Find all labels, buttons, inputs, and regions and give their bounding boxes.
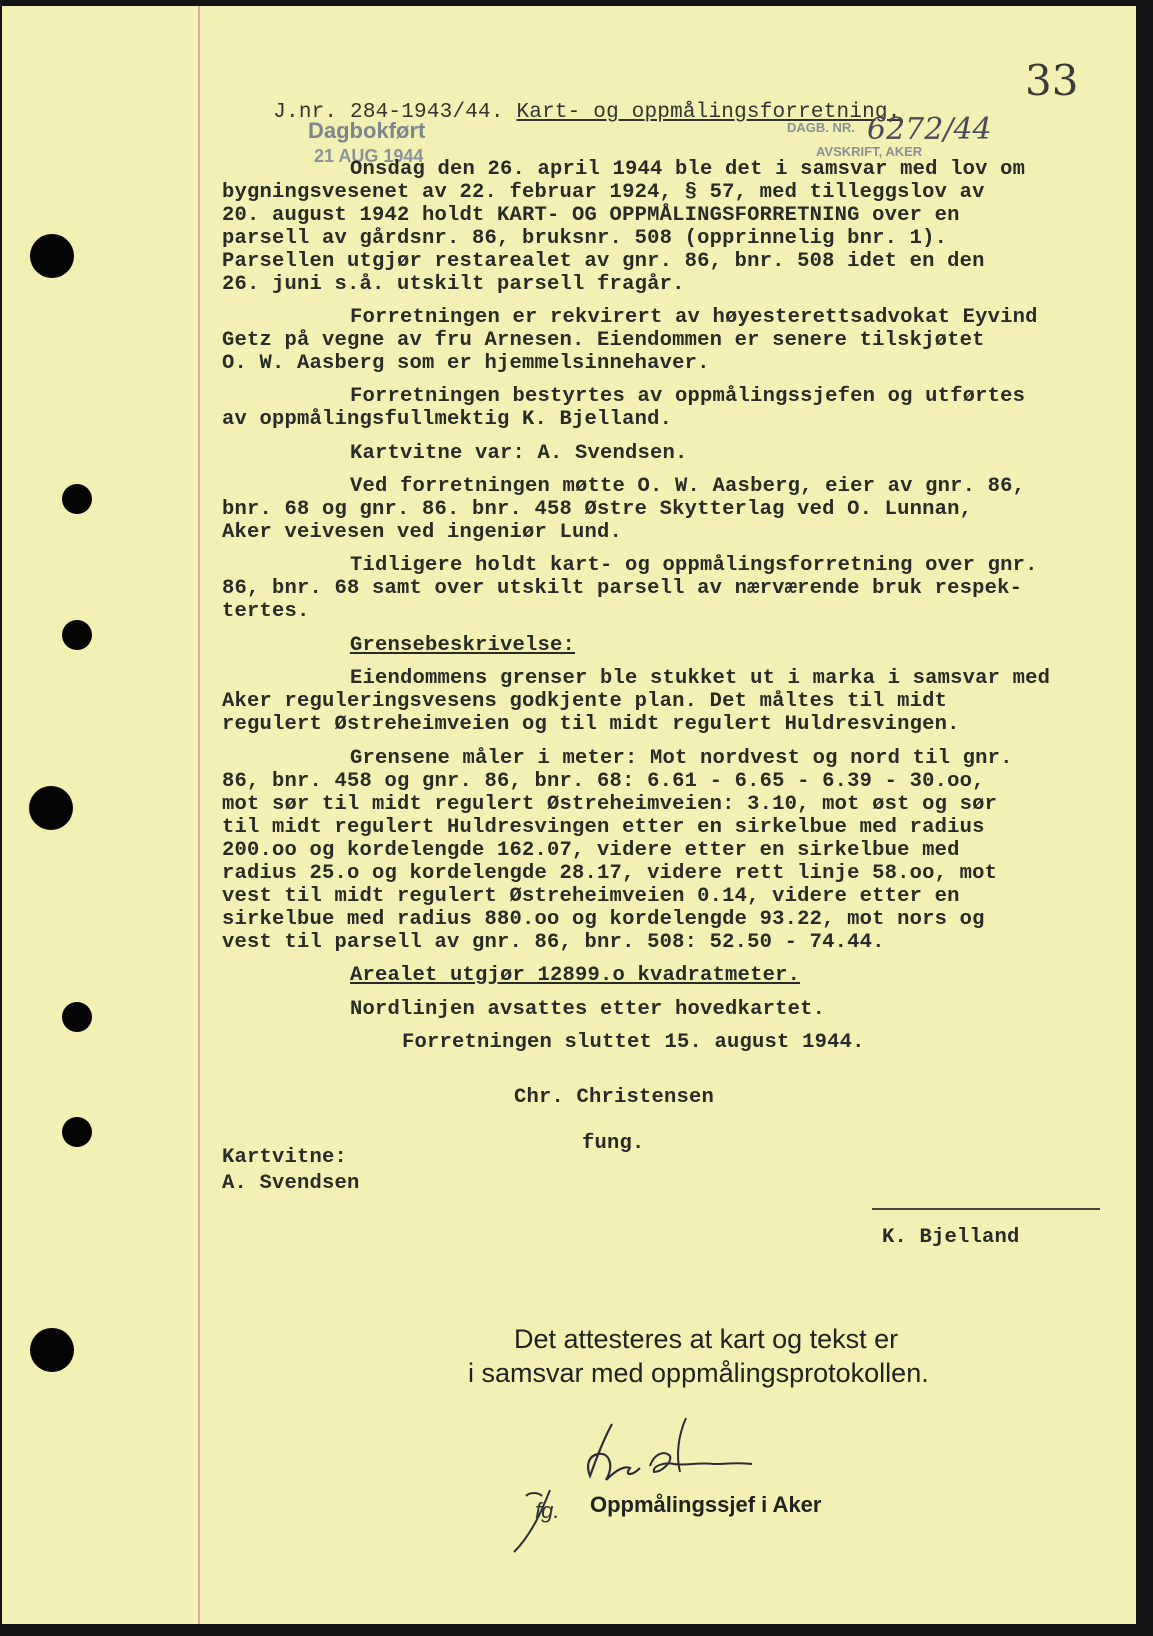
text-line: bnr. 68 og gnr. 86. bnr. 458 Østre Skytterlag ved O. Lunnan,: [222, 498, 973, 521]
attestation-line-1: Det attesteres at kart og tekst er: [514, 1324, 899, 1354]
text-line: vest til midt regulert Østreheimveien 0.14, videre etter en: [222, 885, 960, 908]
text-line: av oppmålingsfullmektig K. Bjelland.: [222, 408, 673, 431]
kartvitne-name: A. Svendsen: [222, 1172, 360, 1195]
dagbokfort-stamp: Dagbokført: [308, 118, 426, 143]
punch-hole: [29, 786, 73, 830]
text-line: bygningsvesenet av 22. februar 1924, § 57, med tilleggslov av: [222, 181, 985, 204]
section-heading: Grensebeskrivelse:: [350, 634, 576, 657]
punch-hole: [62, 1117, 92, 1147]
document-title: Kart- og oppmålingsforretning.: [516, 101, 901, 124]
dagb-number-handwritten: 6272/44: [867, 112, 992, 147]
kartvitne-label: Kartvitne:: [222, 1146, 348, 1169]
area-statement: Arealet utgjør 12899.o kvadratmeter.: [350, 964, 801, 987]
journal-number: J.nr. 284-1943/44.: [273, 101, 504, 124]
text-line: radius 25.o og kordelengde 28.17, videre rett linje 58.oo, mot: [222, 862, 998, 885]
dagb-label-stamp: DAGB. NR.: [787, 120, 855, 135]
text-line: til midt regulert Huldresvingen etter en sirkelbue med radius: [222, 816, 985, 839]
text-line: 26. juni s.å. utskilt parsell fragår.: [222, 273, 685, 296]
signature-chr: Chr. Christensen: [514, 1086, 715, 1109]
text-line: Forretningen er rekvirert av høyesterettsadvokat Eyvind: [350, 306, 1038, 329]
page-number: 33: [1025, 56, 1079, 105]
text-line: sirkelbue med radius 880.oo og kordelengde 93.22, mot nors og: [222, 908, 985, 931]
punch-hole: [30, 1328, 74, 1372]
text-line: Onsdag den 26. april 1944 ble det i samsvar med lov om: [350, 158, 1026, 181]
signature-bjelland: K. Bjelland: [882, 1226, 1020, 1249]
margin-line: [198, 6, 200, 1624]
text-line: Parsellen utgjør restarealet av gnr. 86, bnr. 508 idet en den: [222, 250, 985, 273]
signature-fung: fung.: [582, 1132, 645, 1155]
attestation-line-2: i samsvar med oppmålingsprotokollen.: [468, 1358, 929, 1388]
attestation-title: Oppmålingssjef i Aker: [590, 1492, 822, 1517]
document-page: [2, 6, 1136, 1624]
text-line: mot sør til midt regulert Østreheimveien: 3.10, mot øst og sør: [222, 793, 998, 816]
text-line: vest til parsell av gnr. 86, bnr. 508: 52.50 - 74.44.: [222, 931, 885, 954]
text-line: 86, bnr. 68 samt over utskilt parsell av nærværende bruk respek-: [222, 577, 1023, 600]
text-line: Kartvitne var: A. Svendsen.: [350, 442, 688, 465]
text-line: Tidligere holdt kart- og oppmålingsforretning over gnr.: [350, 554, 1038, 577]
text-line: Aker reguleringsvesens godkjente plan. Det måltes til midt: [222, 690, 948, 713]
text-line: Nordlinjen avsattes etter hovedkartet.: [350, 998, 826, 1021]
text-line: tertes.: [222, 600, 310, 623]
text-line: Eiendommens grenser ble stukket ut i marka i samsvar med: [350, 667, 1051, 690]
attestation-fg: fg.: [535, 1498, 560, 1523]
punch-hole: [62, 620, 92, 650]
text-line: Getz på vegne av fru Arnesen. Eiendommen er senere tilskjøtet: [222, 329, 985, 352]
punch-hole: [62, 484, 92, 514]
punch-hole: [30, 234, 74, 278]
handwritten-signature: [502, 1406, 762, 1556]
text-line: regulert Østreheimveien og til midt regulert Huldresvingen.: [222, 713, 960, 736]
text-line: 86, bnr. 458 og gnr. 86, bnr. 68: 6.61 - 6.65 - 6.39 - 30.oo,: [222, 770, 985, 793]
dagbokfort-date-stamp: 21 AUG 1944: [314, 146, 424, 166]
punch-hole: [62, 1002, 92, 1032]
text-line: Forretningen bestyrtes av oppmålingssjefen og utførtes: [350, 385, 1026, 408]
text-line: Grensene måler i meter: Mot nordvest og nord til gnr.: [350, 747, 1013, 770]
avskrift-stamp: AVSKRIFT, AKER: [816, 144, 923, 159]
signature-line: [872, 1208, 1100, 1210]
text-line: 20. august 1942 holdt KART- OG OPPMÅLINGSFORRETNING over en: [222, 204, 960, 227]
text-line: Ved forretningen møtte O. W. Aasberg, eier av gnr. 86,: [350, 475, 1026, 498]
text-line: parsell av gårdsnr. 86, bruksnr. 508 (opprinnelig bnr. 1).: [222, 227, 948, 250]
text-line: O. W. Aasberg som er hjemmelsinnehaver.: [222, 352, 710, 375]
text-line: Aker veivesen ved ingeniør Lund.: [222, 521, 623, 544]
text-line: Forretningen sluttet 15. august 1944.: [402, 1031, 865, 1054]
text-line: 200.oo og kordelengde 162.07, videre etter en sirkelbue med: [222, 839, 960, 862]
